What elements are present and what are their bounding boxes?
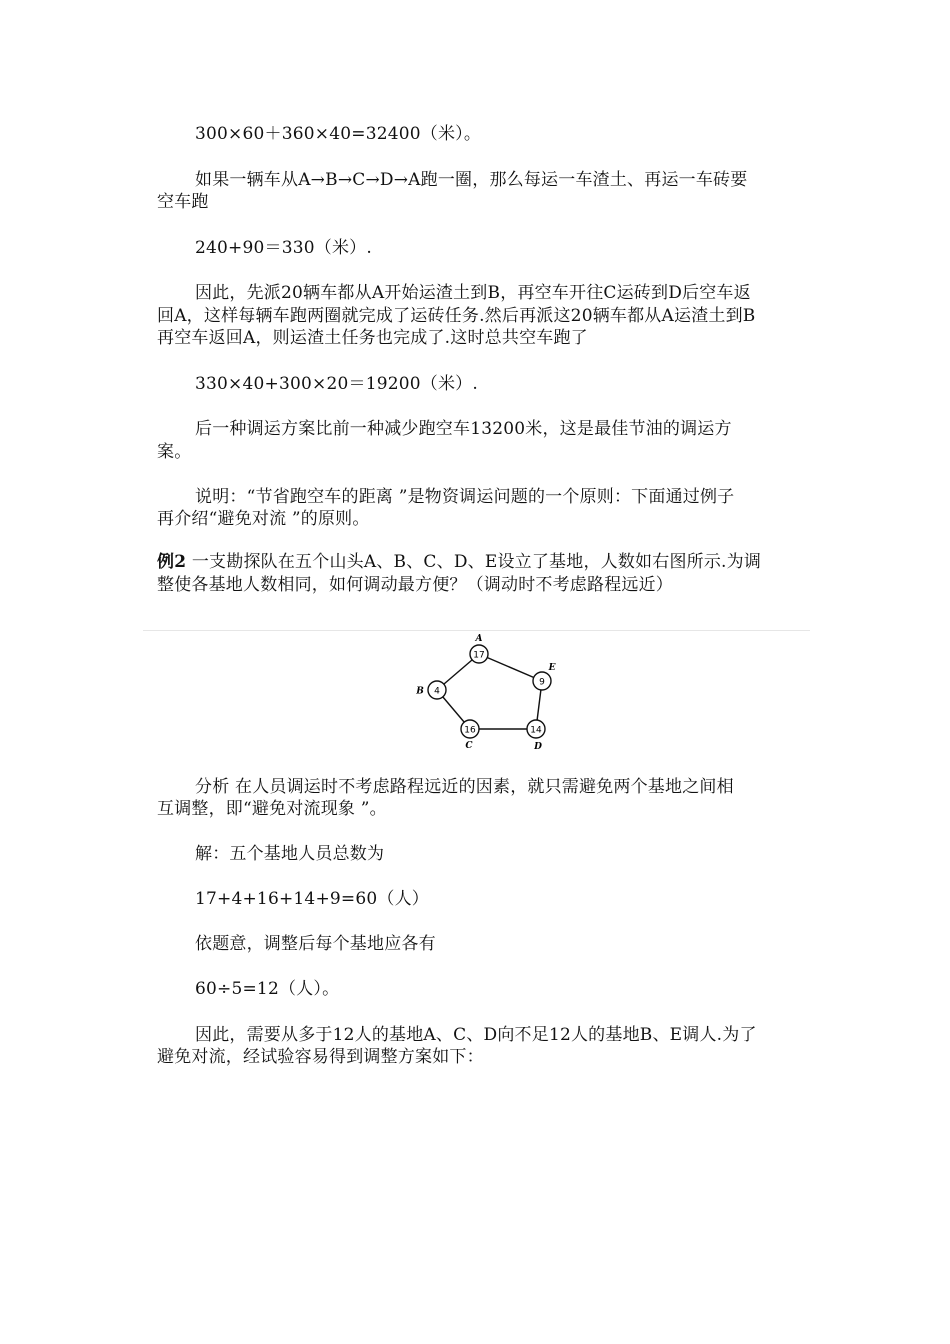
text-line: 17+4+16+14+9=60（人） xyxy=(195,889,429,909)
text-line: 避免对流，经试验容易得到调整方案如下： xyxy=(157,1047,484,1067)
node-a xyxy=(470,634,488,663)
example-label: 例2 xyxy=(157,552,187,572)
text-line: 60÷5=12（人）。 xyxy=(195,979,340,999)
node-c-label: C xyxy=(465,741,473,751)
text-line: 如果一辆车从A→B→C→D→A跑一圈，那么每运一车渣土、再运一车砖要 xyxy=(195,170,748,190)
node-c-value: 16 xyxy=(464,725,476,736)
node-d-label: D xyxy=(534,742,542,752)
text-line: 说明：“节省跑空车的距离 ”是物资调运问题的一个原则：下面通过例子 xyxy=(195,487,735,507)
edge-a-e xyxy=(479,654,542,681)
text-line: 因此，先派20辆车都从A开始运渣土到B，再空车开往C运砖到D后空车返 xyxy=(195,283,751,303)
text-line: 330×40+300×20＝19200（米）. xyxy=(195,374,478,394)
node-b xyxy=(415,681,446,699)
text-line: 分析 在人员调运时不考虑路程远近的因素，就只需避免两个基地之间相 xyxy=(195,777,734,797)
text-line: 240+90＝330（米）. xyxy=(195,238,372,258)
text-line: 后一种调运方案比前一种减少跑空车13200米，这是最佳节油的调运方 xyxy=(195,419,732,439)
node-d xyxy=(527,720,545,752)
text-line: 空车跑 xyxy=(157,192,209,212)
node-d-value: 14 xyxy=(530,725,542,736)
node-c xyxy=(461,720,479,751)
example-text: 一支勘探队在五个山头A、B、C、D、E设立了基地，人数如右图所示.为调 xyxy=(186,552,762,572)
text-line: 再空车返回A，则运渣土任务也完成了.这时总共空车跑了 xyxy=(157,328,588,348)
node-b-label: B xyxy=(416,686,424,697)
node-a-label: A xyxy=(475,634,483,644)
node-e xyxy=(533,663,556,690)
text-line: 回A，这样每辆车跑两圈就完成了运砖任务.然后再派这20辆车都从A运渣土到B xyxy=(157,306,756,326)
text-line: 案。 xyxy=(157,442,192,462)
node-e-value: 9 xyxy=(539,677,545,688)
example-heading-line xyxy=(157,550,761,574)
text-line: 依题意，调整后每个基地应各有 xyxy=(195,934,436,954)
text-line: 再介绍“避免对流 ”的原则。 xyxy=(157,509,370,529)
node-a-value: 17 xyxy=(473,650,485,661)
text-line: 300×60＋360×40=32400（米）。 xyxy=(195,124,482,144)
node-b-value: 4 xyxy=(434,686,440,697)
base-network-diagram xyxy=(395,628,575,760)
node-e-label: E xyxy=(548,663,556,673)
text-line: 互调整，即“避免对流现象 ”。 xyxy=(157,799,387,819)
text-line: 解：五个基地人员总数为 xyxy=(195,844,385,864)
text-line: 整使各基地人数相同，如何调动最方便？（调动时不考虑路程远近） xyxy=(157,575,673,595)
text-line: 因此，需要从多于12人的基地A、C、D向不足12人的基地B、E调人.为了 xyxy=(195,1025,757,1045)
